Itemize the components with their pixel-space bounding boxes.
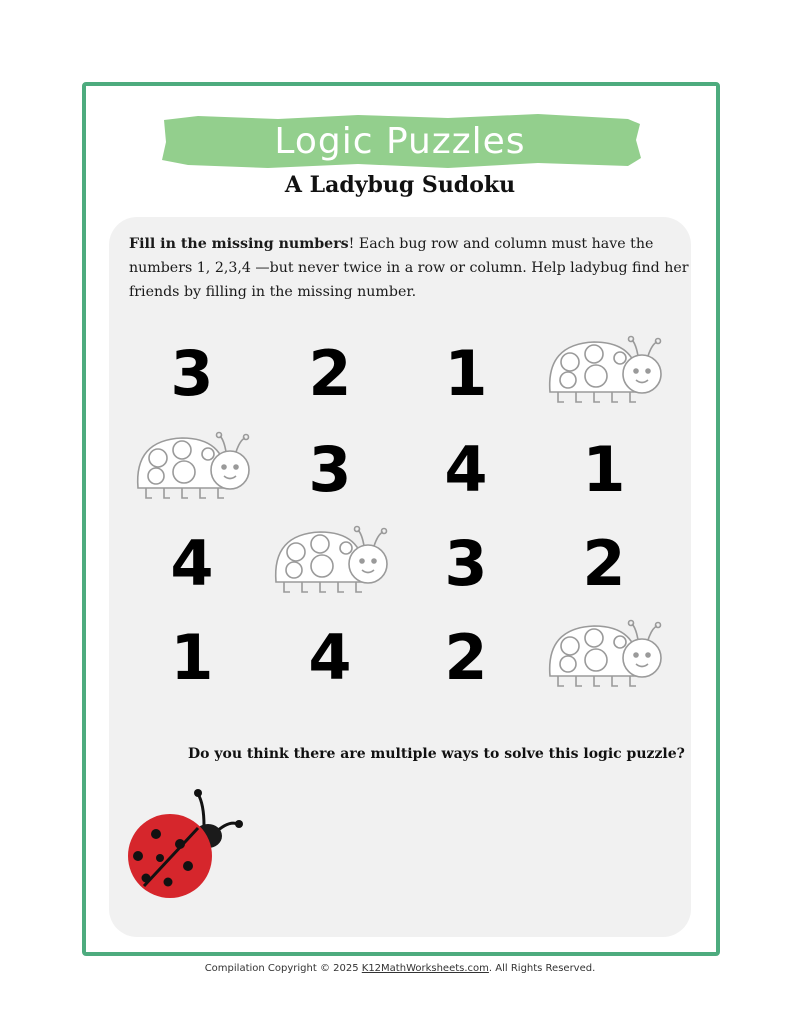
sudoku-number-text: 3 xyxy=(308,432,352,506)
worksheet-title: Logic Puzzles xyxy=(274,120,526,162)
ladybug-icon xyxy=(122,782,252,906)
sudoku-number xyxy=(122,612,262,702)
ladybug-outline-icon xyxy=(122,424,262,514)
sudoku-number xyxy=(534,518,674,608)
sudoku-number-text: 3 xyxy=(444,526,488,600)
title-banner xyxy=(158,110,642,172)
sudoku-number-text: 3 xyxy=(170,336,214,410)
instructions-rest: ! Each bug row and column must have the numbers 1, 2,3,4 —but never twice in a row or column. Help ladybug find her friends by filling in the missing number. xyxy=(129,236,689,300)
worksheet-subtitle: A Ladybug Sudoku xyxy=(284,172,516,198)
sudoku-number xyxy=(260,612,400,702)
sudoku-number-text: 2 xyxy=(308,336,352,410)
sudoku-number xyxy=(396,424,536,514)
footer-suffix: . All Rights Reserved. xyxy=(488,963,596,974)
sudoku-number xyxy=(122,518,262,608)
sudoku-number xyxy=(396,328,536,418)
sudoku-number-text: 4 xyxy=(308,620,352,694)
sudoku-number xyxy=(260,424,400,514)
sudoku-number xyxy=(534,424,674,514)
sudoku-number xyxy=(396,518,536,608)
sudoku-number-text: 2 xyxy=(444,620,488,694)
sudoku-number-text: 4 xyxy=(170,526,214,600)
footer-prefix: Compilation Copyright © 2025 xyxy=(204,963,362,974)
sudoku-number xyxy=(396,612,536,702)
sudoku-number-text: 2 xyxy=(582,526,626,600)
ladybug-outline-icon xyxy=(260,518,400,608)
sudoku-number xyxy=(122,328,262,418)
ladybug-outline-icon xyxy=(534,328,674,418)
instructions-text xyxy=(129,232,689,304)
sudoku-number xyxy=(260,328,400,418)
footer-link[interactable]: K12MathWorksheets.com xyxy=(361,963,489,974)
instructions-bold: Fill in the missing numbers xyxy=(129,236,349,252)
copyright-footer xyxy=(0,963,800,974)
question-text: Do you think there are multiple ways to solve this logic puzzle? xyxy=(188,746,685,762)
sudoku-number-text: 4 xyxy=(444,432,488,506)
sudoku-number-text: 1 xyxy=(582,432,626,506)
sudoku-number-text: 1 xyxy=(170,620,214,694)
ladybug-outline-icon xyxy=(534,612,674,702)
sudoku-number-text: 1 xyxy=(444,336,488,410)
